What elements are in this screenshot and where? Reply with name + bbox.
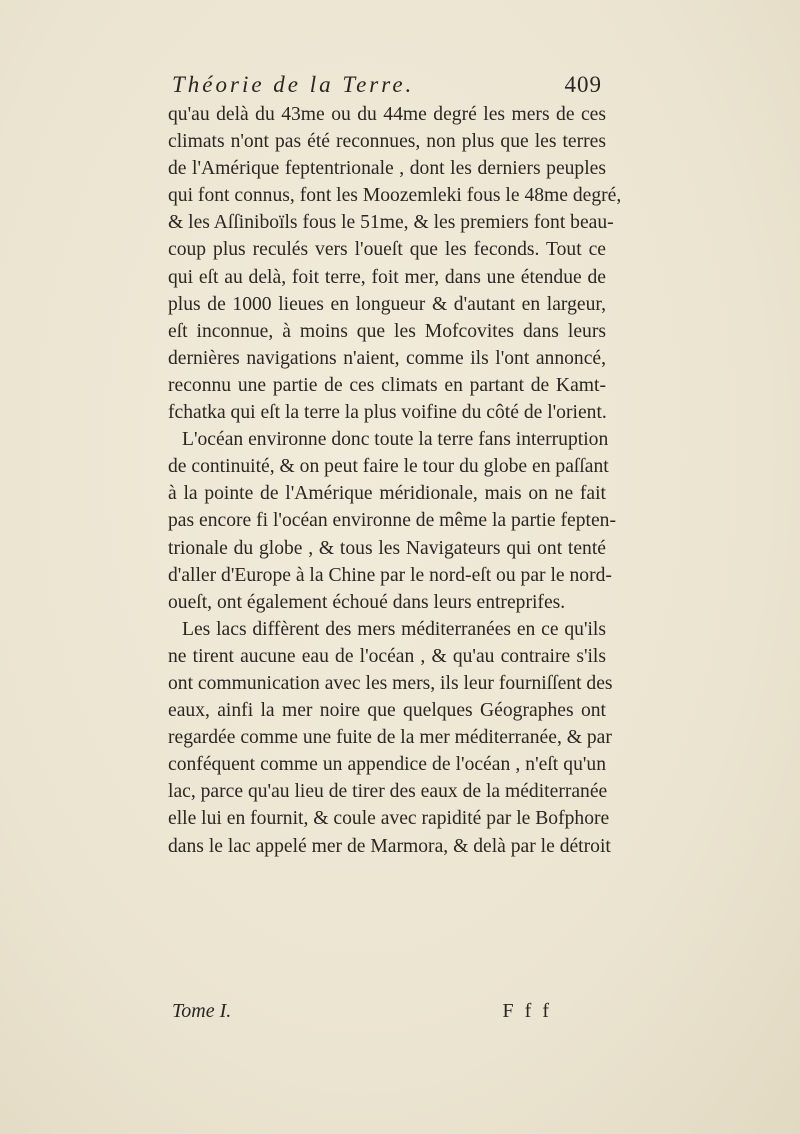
text-line: eſt inconnue, à moins que les Mofcovites dans leurs [168,320,606,342]
text-line: reconnu une partie de ces climats en partant de Kamt- [168,374,606,396]
text-line: qui font connus, font les Moozemleki fous le 48me degré, [168,185,622,207]
paragraph-start-line: L'océan environne donc toute la terre fans interruption [182,429,609,451]
text-line: lac, parce qu'au lieu de tirer des eaux de la méditerranée [168,781,608,803]
text-line: trionale du globe , & tous les Navigateurs qui ont tenté [168,537,606,559]
page-number: 409 [564,72,602,97]
text-line: regardée comme une fuite de la mer méditerranée, & par [168,727,612,749]
text-line: climats n'ont pas été reconnues, non plus que les terres [168,131,606,153]
text-line: à la pointe de l'Amérique méridionale, mais on ne fait [168,483,606,505]
text-line: conféquent comme un appendice de l'océan , n'eſt qu'un [168,754,606,776]
text-line: d'aller d'Europe à la Chine par le nord-eſt ou par le nord- [168,564,612,586]
text-line: fchatka qui eſt la terre la plus voifine du côté de l'orient. [168,402,607,424]
text-line: dernières navigations n'aient, comme ils l'ont annoncé, [168,347,606,369]
text-line: plus de 1000 lieues en longueur & d'autant en largeur, [168,293,606,315]
text-line: eaux, ainfi la mer noire que quelques Géographes ont [168,700,606,722]
text-line: qu'au delà du 43me ou du 44me degré les mers de ces [168,104,606,125]
page-footer [172,1000,552,1030]
text-line: de continuité, & on peut faire le tour du globe en paſſant [168,456,609,478]
text-line: oueſt, ont également échoué dans leurs entreprifes. [168,591,566,613]
signature-mark: F f f [502,1000,552,1022]
text-line: pas encore fi l'océan environne de même la partie fepten- [168,510,616,532]
text-line: elle lui en fournit, & coule avec rapidité par le Bofphore [168,808,610,830]
text-line: ont communication avec les mers, ils leur fourniſſent des [168,672,613,694]
text-line: dans le lac appelé mer de Marmora, & delà par le détroit [168,835,611,857]
page-header [172,72,602,102]
text-line: ne tirent aucune eau de l'océan , & qu'au contraire s'ils [168,645,606,667]
text-line: & les Aſſiniboïls fous le 51me, & les premiers font beau- [168,212,614,234]
volume-label: Tome I. [172,1000,232,1022]
text-line: de l'Amérique feptentrionale , dont les derniers peuples [168,158,606,180]
body-text [168,101,622,860]
text-line: coup plus reculés vers l'oueſt que les feconds. Tout ce [168,239,606,261]
paragraph-start-line: Les lacs diffèrent des mers méditerranées en ce qu'ils [182,618,606,640]
running-title: Théorie de la Terre. [172,72,415,97]
text-line: qui eſt au delà, foit terre, foit mer, dans une étendue de [168,266,606,288]
